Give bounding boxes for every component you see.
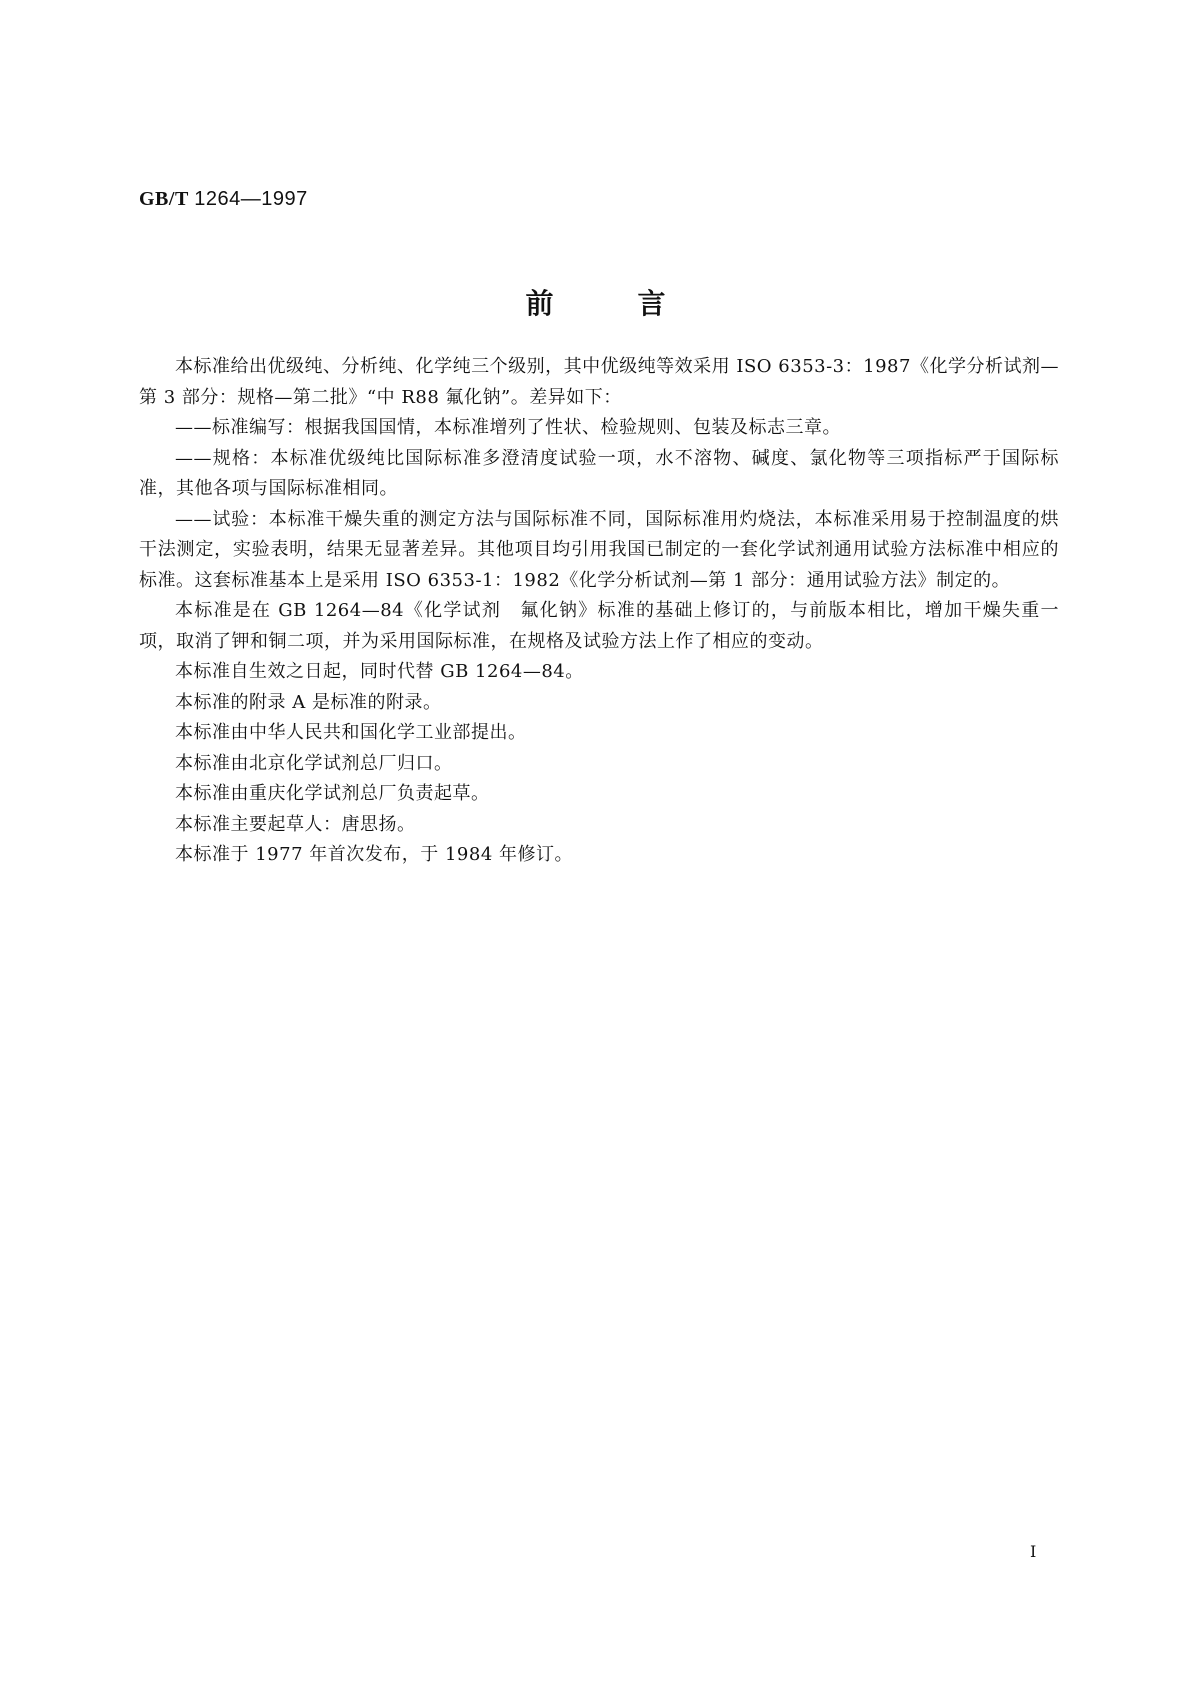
paragraph: 本标准于 1977 年首次发布，于 1984 年修订。 [175,844,574,865]
standard-code-prefix: GB/T [139,188,189,210]
standard-code-number: 1264—1997 [194,188,308,210]
paragraph: ——规格：本标准优级纯比国际标准多澄清度试验一项，水不溶物、碱度、氯化物等三项指标严于国际标准，其他各项与国际标准相同。 [139,447,1059,499]
paragraph: 本标准主要起草人：唐思扬。 [175,813,416,835]
paragraph: 本标准由重庆化学试剂总厂负责起草。 [175,783,490,804]
standard-code [139,188,308,211]
foreword-body [139,352,1059,871]
page-number: I [1030,1542,1037,1561]
paragraph: ——标准编写：根据我国国情，本标准增列了性状、检验规则、包装及标志三章。 [175,417,841,438]
paragraph: 本标准自生效之日起，同时代替 GB 1264—84。 [175,661,584,682]
paragraph: ——试验：本标准干燥失重的测定方法与国际标准不同，国际标准用灼烧法，本标准采用易于控制温度的烘干法测定，实验表明，结果无显著差异。其他项目均引用我国已制定的一套化学试剂通用试验方法标准中相应的标准。这套标准基本上是采用 ISO 6353-1：1982《化学分析试剂—第 1 部分：通用试验方法》制定的。 [139,508,1059,591]
paragraph: 本标准是在 GB 1264—84《化学试剂 氟化钠》标准的基础上修订的，与前版本相比，增加干燥失重一项，取消了钾和铜二项，并为采用国际标准，在规格及试验方法上作了相应的变动。 [139,600,1059,652]
paragraph: 本标准给出优级纯、分析纯、化学纯三个级别，其中优级纯等效采用 ISO 6353-3：1987《化学分析试剂—第 3 部分：规格—第二批》“中 R88 氟化钠”。差异如下： [139,356,1059,408]
page-title: 前言 [525,287,750,320]
paragraph: 本标准由北京化学试剂总厂归口。 [175,752,453,774]
paragraph: 本标准由中华人民共和国化学工业部提出。 [175,722,527,743]
paragraph: 本标准的附录 A 是标准的附录。 [175,691,442,713]
